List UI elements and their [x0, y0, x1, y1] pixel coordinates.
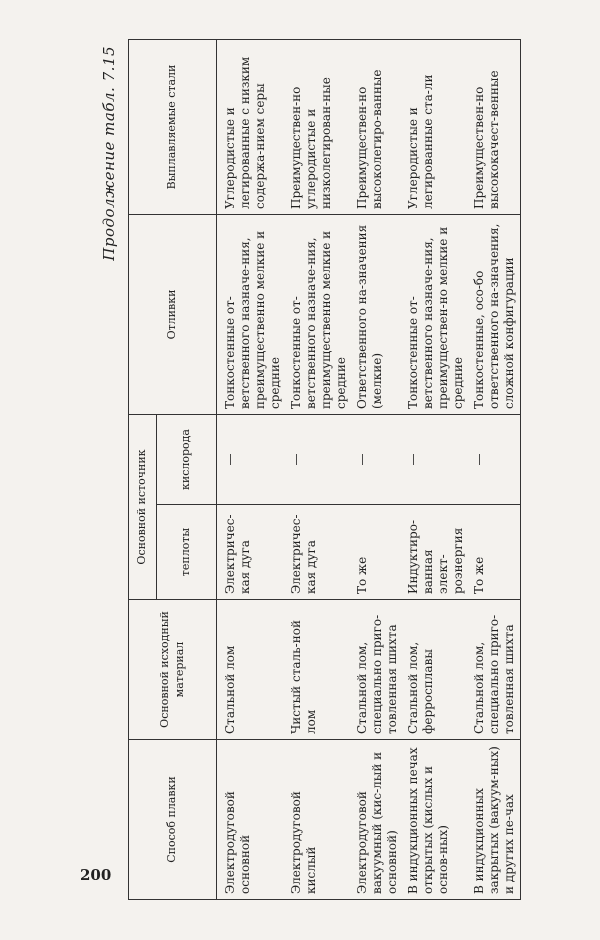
cell-method: Электродуговой кислый — [286, 740, 352, 900]
cell-castings: Тонкостенные, осо-бо ответственного на-значения, сложной конфигурации — [469, 215, 521, 415]
cell-material: Стальной лом — [217, 600, 287, 740]
table-row — [352, 40, 403, 900]
cell-material: Стальной лом, ферросплавы — [403, 600, 469, 740]
cell-oxygen: — — [217, 415, 287, 505]
cell-method: В индукционных закрытых (вакуум-ных) и других пе-чах — [469, 740, 521, 900]
cell-heat: То же — [469, 505, 521, 600]
header-material: Основной исходный материал — [129, 600, 217, 740]
cell-method: Электродуговой вакуумный (кис-лый и основной) — [352, 740, 403, 900]
table-row — [403, 40, 469, 900]
rotated-table-page — [100, 40, 520, 900]
cell-method: В индукционных печах открытых (кислых и основ-ных) — [403, 740, 469, 900]
cell-heat: Электричес-кая дуга — [217, 505, 287, 600]
cell-castings: Тонкостенные от-ветственного назначе-ния, преимущественно мелкие и средние — [217, 215, 287, 415]
steel-melting-table — [128, 39, 521, 900]
cell-oxygen: — — [469, 415, 521, 505]
header-heat: теплоты — [157, 505, 217, 600]
cell-oxygen: — — [286, 415, 352, 505]
cell-castings: Тонкостенные от-ветственного назначе-ния, преимуществен-но мелкие и средние — [403, 215, 469, 415]
cell-steels: Преимуществен-но высоколегиро-ванные — [352, 40, 403, 215]
table-caption: Продолжение табл. 7.15 — [100, 46, 118, 261]
cell-heat: То же — [352, 505, 403, 600]
cell-heat: Электричес-кая дуга — [286, 505, 352, 600]
page-number: 200 — [80, 866, 112, 884]
header-oxygen: кислорода — [157, 415, 217, 505]
header-method: Способ плавки — [129, 740, 217, 900]
cell-material: Стальной лом, специально приго-товленная шихта — [469, 600, 521, 740]
cell-castings: Ответственного на-значения (мелкие) — [352, 215, 403, 415]
cell-steels: Преимуществен-но углеродистые и низколегирован-ные — [286, 40, 352, 215]
cell-steels: Преимуществен-но высококачест-венные — [469, 40, 521, 215]
table-row — [286, 40, 352, 900]
cell-material: Стальной лом, специально приго-товленная шихта — [352, 600, 403, 740]
table-row — [217, 40, 287, 900]
cell-castings: Тонкостенные от-ветственного назначе-ния, преимущественно мелкие и средние — [286, 215, 352, 415]
header-source: Основной источник — [129, 415, 157, 600]
table-row — [469, 40, 521, 900]
cell-method: Электродуговой основной — [217, 740, 287, 900]
cell-oxygen: — — [403, 415, 469, 505]
cell-oxygen: — — [352, 415, 403, 505]
header-castings: Отливки — [129, 215, 217, 415]
cell-steels: Углеродистые и легированные ста-ли — [403, 40, 469, 215]
cell-heat: Индуктиро-ванная элект-роэнергия — [403, 505, 469, 600]
cell-steels: Углеродистые и легированные с низким содержа-нием серы — [217, 40, 287, 215]
cell-material: Чистый сталь-ной лом — [286, 600, 352, 740]
header-steels: Выплавляемые стали — [129, 40, 217, 215]
